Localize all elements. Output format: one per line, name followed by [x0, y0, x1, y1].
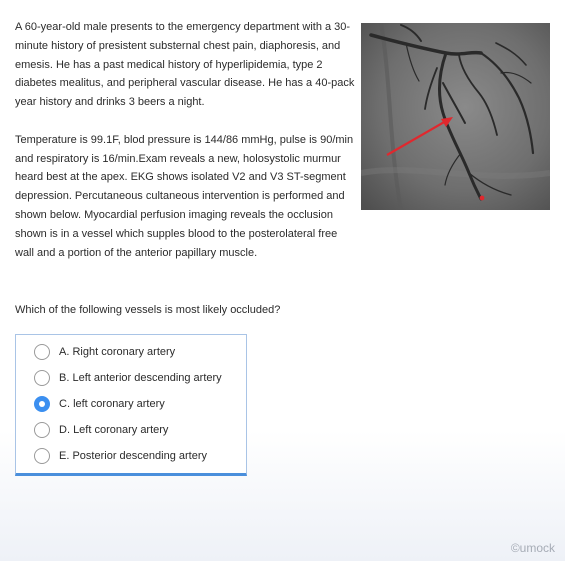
option-c[interactable]	[16, 391, 246, 417]
stem-paragraph-1: A 60-year-old male presents to the emergency department with a 30-minute history of presistent substernal chest pain, diaphoresis, and emesis. He has a past medical history of hyperlipidemia, type 2 diabetes mealitus, and peripheral vascular disease. He has a 40-pack year history and drinks 3 beers a night.	[15, 21, 355, 109]
option-label: Posterior descending artery	[72, 450, 207, 462]
radio-button[interactable]	[34, 344, 50, 360]
option-letter: E.	[59, 450, 70, 462]
radio-button-selected[interactable]	[34, 396, 50, 412]
option-d[interactable]	[16, 417, 246, 443]
option-label: Left coronary artery	[73, 424, 169, 436]
angiogram-image	[361, 23, 550, 210]
option-label: left coronary artery	[73, 398, 165, 410]
option-b[interactable]	[16, 365, 246, 391]
option-letter: B.	[59, 372, 70, 384]
option-label: Left anterior descending artery	[72, 372, 222, 384]
option-label: Right coronary artery	[72, 346, 176, 358]
option-letter: A.	[59, 346, 70, 358]
watermark: ©umock	[510, 541, 555, 555]
answer-options	[15, 334, 247, 476]
question-stem	[15, 18, 355, 262]
stem-paragraph-2: Temperature is 99.1F, blod pressure is 144/86 mmHg, pulse is 90/min and respiratory is 16/min.Exam reveals a new, holosystolic murmur heard best at the apex. EKG shows isolated V2 and V3 ST-segment depression. Percutaneous cultaneous intervention is performed and shown below. Myocardial perfusion imaging reveals the occlusion shown is in a vessel which supples blood to the posterolateral free wall and a portion of the anterior papillary muscle.	[15, 133, 354, 259]
radio-button[interactable]	[34, 370, 50, 386]
radio-button[interactable]	[34, 422, 50, 438]
question-prompt: Which of the following vessels is most likely occluded?	[15, 304, 281, 316]
option-a[interactable]	[16, 339, 246, 365]
option-letter: D.	[59, 424, 70, 436]
option-letter: C.	[59, 398, 70, 410]
radio-button[interactable]	[34, 448, 50, 464]
option-e[interactable]	[16, 443, 246, 469]
